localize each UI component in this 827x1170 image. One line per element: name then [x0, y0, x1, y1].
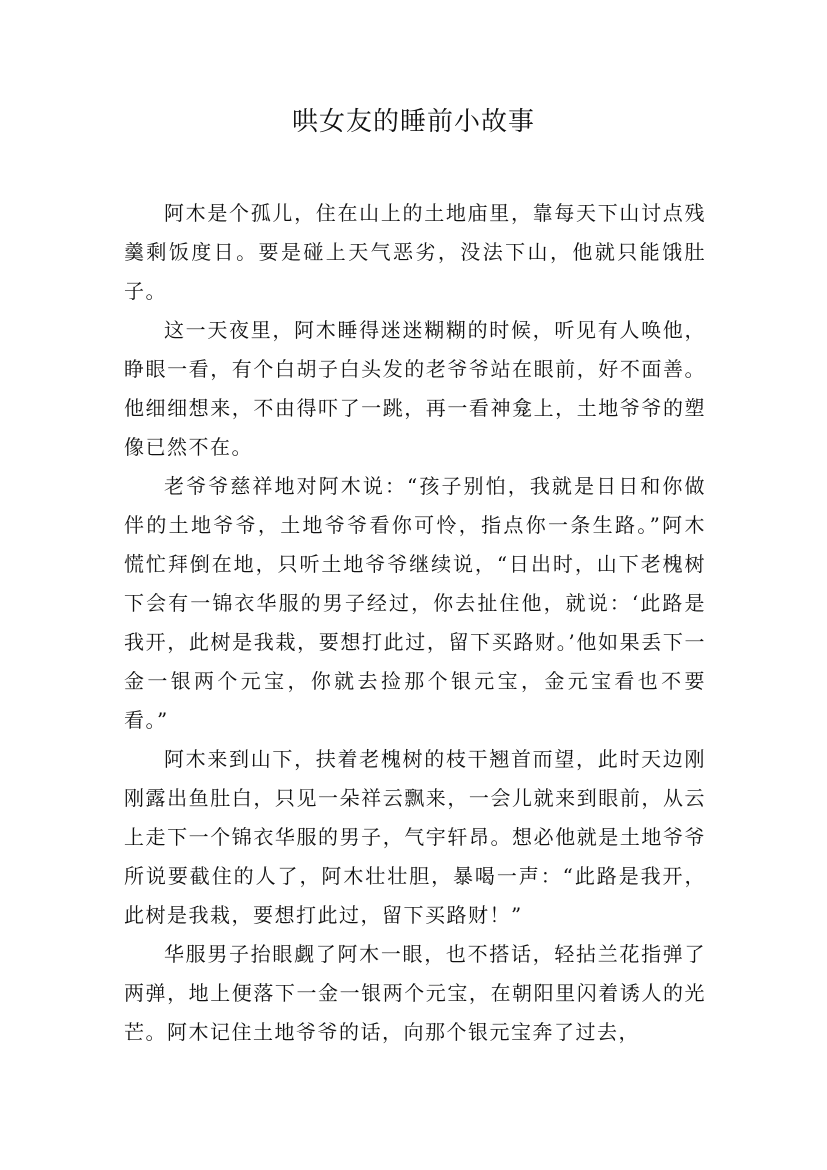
story-body	[124, 194, 706, 1052]
paragraph-2: 这一天夜里，阿木睡得迷迷糊糊的时候，听见有人唤他，睁眼一看，有个白胡子白头发的老爷爷站在眼前，好不面善。他细细想来，不由得吓了一跳，再一看神龛上，土地爷爷的塑像已然不在。	[124, 318, 706, 459]
paragraph-5: 华服男子抬眼觑了阿木一眼，也不搭话，轻拈兰花指弹了两弹，地上便落下一金一银两个元宝，在朝阳里闪着诱人的光芒。阿木记住土地爷爷的话，向那个银元宝奔了过去，	[124, 942, 706, 1044]
paragraph-1: 阿木是个孤儿，住在山上的土地庙里，靠每天下山讨点残羹剩饭度日。要是碰上天气恶劣，没法下山，他就只能饿肚子。	[124, 201, 706, 303]
paragraph-3: 老爷爷慈祥地对阿木说：“孩子别怕，我就是日日和你做伴的土地爷爷，土地爷爷看你可怜，指点你一条生路。”阿木慌忙拜倒在地，只听土地爷爷继续说，“日出时，山下老槐树下会有一锦衣华服的男子经过，你去扯住他，就说：‘此路是我开，此树是我栽，要想打此过，留下买路财。’他如果丢下一金一银两个元宝，你就去捡那个银元宝，金元宝看也不要看。”	[124, 474, 706, 732]
paragraph-4: 阿木来到山下，扶着老槐树的枝干翘首而望，此时天边刚刚露出鱼肚白，只见一朵祥云飘来，一会儿就来到眼前，从云上走下一个锦衣华服的男子，气宇轩昂。想必他就是土地爷爷所说要截住的人了，阿木壮壮胆，暴喝一声：“此路是我开，此树是我栽，要想打此过，留下买路财！”	[124, 747, 706, 927]
page-title: 哄女友的睡前小故事	[291, 107, 535, 137]
